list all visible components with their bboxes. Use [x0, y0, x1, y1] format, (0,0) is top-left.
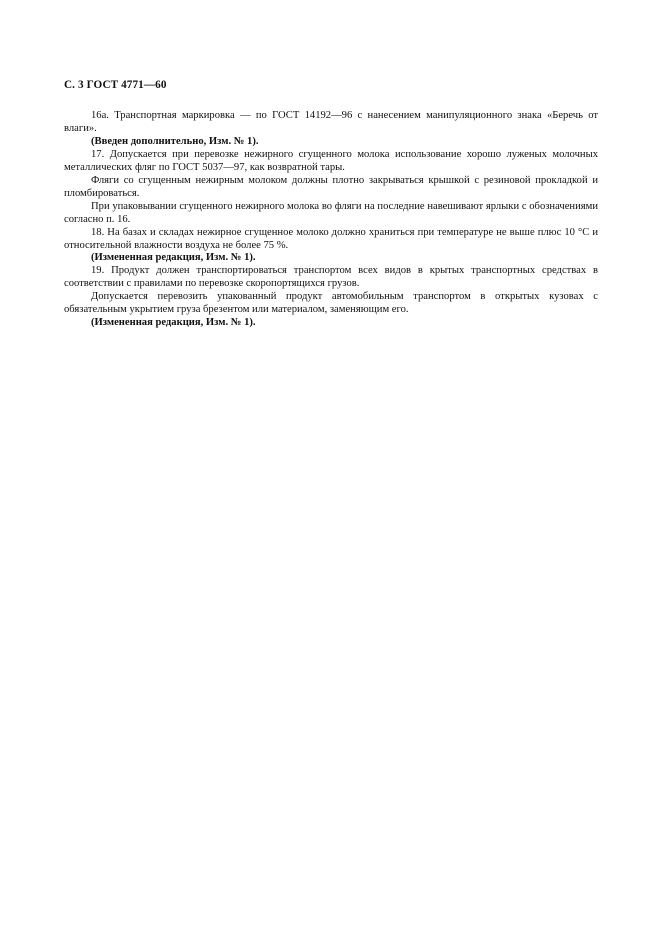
amendment-note: (Измененная редакция, Изм. № 1). — [91, 252, 256, 264]
page-header: С. 3 ГОСТ 4771—60 — [64, 79, 167, 91]
amendment-note: (Измененная редакция, Изм. № 1). — [91, 317, 256, 329]
document-body — [64, 110, 598, 330]
paragraph-transport: Допускается перевозить упакованный продукт автомобильным транспортом в открытых кузовах с обязательным укрытием груза брезентом или материалом, заменяющим его. — [64, 291, 598, 316]
amendment-note: (Введен дополнительно, Изм. № 1). — [91, 135, 259, 147]
paragraph-16a: 16а. Транспортная маркировка — по ГОСТ 14192—96 с нанесением манипуляционного знака «Беречь от влаги». — [64, 110, 598, 134]
paragraph-17: 17. Допускается при перевозке нежирного сгущенного молока использование хорошо луженых молочных металлических фляг по ГОСТ 5037—97, как возвратной тары. — [64, 148, 598, 173]
paragraph-labels: При упаковывании сгущенного нежирного молока во фляги на последние навешивают ярлыки с обозначениями согласно п. 16. — [64, 200, 598, 225]
paragraph-19: 19. Продукт должен транспортироваться транспортом всех видов в крытых транспортных средствах в соответствии с правилами по перевозке скоропортящихся грузов. — [64, 265, 598, 290]
paragraph-flasks: Фляги со сгущенным нежирным молоком должны плотно закрываться крышкой с резиновой прокладкой и пломбироваться. — [64, 174, 598, 199]
paragraph-18: 18. На базах и складах нежирное сгущенное молоко должно храниться при температуре не выше плюс 10 °С и относительной влажности воздуха не более 75 %. — [64, 226, 598, 251]
